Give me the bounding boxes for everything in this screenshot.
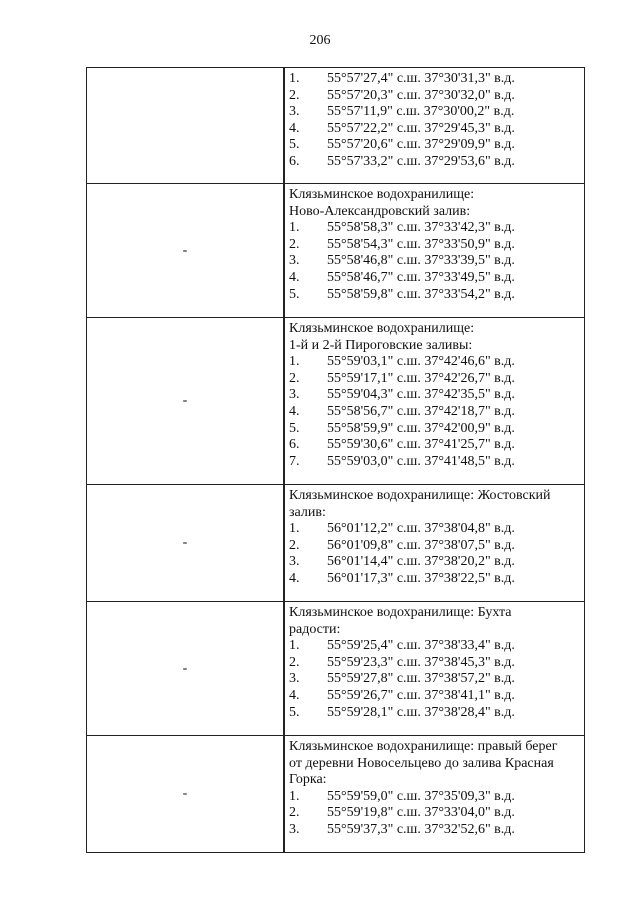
table-row: [87, 318, 585, 485]
row-content-cell: [284, 602, 585, 736]
point-number: 4.: [289, 269, 300, 285]
coordinate-point: [289, 404, 580, 421]
table-row: [87, 485, 585, 602]
point-number: 5.: [289, 704, 300, 720]
point-number: 2.: [289, 370, 300, 386]
row-content-cell: [284, 68, 585, 184]
point-coordinates: 55°59'28,1" с.ш. 37°38'28,4" в.д.: [327, 704, 515, 720]
coordinate-point: [289, 671, 580, 688]
coordinate-point: [289, 789, 580, 806]
table-row: [87, 184, 585, 318]
area-title-line: залив:: [289, 504, 326, 520]
point-number: 1.: [289, 220, 300, 236]
point-number: 6.: [289, 153, 300, 169]
point-number: 1.: [289, 638, 300, 654]
coordinate-point: [289, 121, 580, 138]
point-coordinates: 55°59'25,4" с.ш. 37°38'33,4" в.д.: [327, 638, 515, 654]
point-coordinates: 55°59'30,6" с.ш. 37°41'25,7" в.д.: [327, 437, 515, 453]
point-number: 4.: [289, 403, 300, 419]
coordinate-point: [289, 71, 580, 88]
coordinate-point: [289, 538, 580, 555]
coordinate-point: [289, 154, 580, 171]
coordinate-point: [289, 220, 580, 237]
point-coordinates: 55°59'37,3" с.ш. 37°32'52,6" в.д.: [327, 821, 515, 837]
point-coordinates: 55°59'17,1" с.ш. 37°42'26,7" в.д.: [327, 370, 515, 386]
point-number: 2.: [289, 805, 300, 821]
coordinate-point: [289, 655, 580, 672]
table-row: [87, 68, 585, 184]
row-marker-cell: [87, 485, 285, 602]
coordinate-point: [289, 354, 580, 371]
row-dash: -: [182, 535, 188, 551]
row-dash: -: [182, 242, 188, 258]
coordinate-point: [289, 638, 580, 655]
coordinate-point: [289, 805, 580, 822]
point-coordinates: 55°59'04,3" с.ш. 37°42'35,5" в.д.: [327, 387, 515, 403]
point-coordinates: 56°01'09,8" с.ш. 37°38'07,5" в.д.: [327, 537, 515, 553]
coordinate-point: [289, 287, 580, 304]
point-number: 4.: [289, 687, 300, 703]
point-coordinates: 55°58'59,9" с.ш. 37°42'00,9" в.д.: [327, 420, 515, 436]
row-marker-cell: [87, 184, 285, 318]
coordinates-table: [86, 67, 585, 853]
area-title-line: Клязьминское водохранилище:: [289, 187, 475, 202]
coordinate-point: [289, 387, 580, 404]
point-coordinates: 55°59'26,7" с.ш. 37°38'41,1" в.д.: [327, 687, 515, 703]
point-number: 4.: [289, 570, 300, 586]
point-number: 3.: [289, 554, 300, 570]
point-number: 2.: [289, 654, 300, 670]
coordinate-point: [289, 237, 580, 254]
row-dash: -: [182, 660, 188, 676]
point-number: 2.: [289, 236, 300, 252]
coordinate-point: [289, 270, 580, 287]
coordinate-point: [289, 371, 580, 388]
coordinate-point: [289, 137, 580, 154]
point-number: 2.: [289, 537, 300, 553]
point-coordinates: 55°59'03,0" с.ш. 37°41'48,5" в.д.: [327, 453, 515, 469]
point-number: 2.: [289, 87, 300, 103]
point-coordinates: 55°57'27,4" с.ш. 37°30'31,3" в.д.: [327, 71, 515, 86]
point-coordinates: 55°59'27,8" с.ш. 37°38'57,2" в.д.: [327, 671, 515, 687]
point-number: 3.: [289, 671, 300, 687]
point-number: 7.: [289, 453, 300, 469]
coordinate-point: [289, 437, 580, 454]
point-coordinates: 55°57'20,6" с.ш. 37°29'09,9" в.д.: [327, 137, 515, 153]
point-number: 5.: [289, 137, 300, 153]
area-title-line: радости:: [289, 621, 341, 637]
point-number: 1.: [289, 521, 300, 537]
area-title-line: от деревни Новосельцево до залива Красная: [289, 755, 554, 771]
coordinate-point: [289, 688, 580, 705]
row-marker-cell: [87, 602, 285, 736]
point-number: 3.: [289, 104, 300, 120]
row-marker-cell: [87, 68, 285, 184]
point-coordinates: 55°58'54,3" с.ш. 37°33'50,9" в.д.: [327, 236, 515, 252]
row-content-cell: [284, 485, 585, 602]
point-number: 3.: [289, 821, 300, 837]
coordinate-point: [289, 421, 580, 438]
coordinate-point: [289, 521, 580, 538]
point-coordinates: 56°01'12,2" с.ш. 37°38'04,8" в.д.: [327, 521, 515, 537]
row-dash: -: [182, 393, 188, 409]
area-title-line: Ново-Александровский залив:: [289, 203, 471, 219]
point-coordinates: 55°58'56,7" с.ш. 37°42'18,7" в.д.: [327, 403, 515, 419]
page-number: 206: [309, 33, 331, 48]
point-coordinates: 55°59'59,0" с.ш. 37°35'09,3" в.д.: [327, 788, 515, 804]
point-number: 1.: [289, 71, 300, 86]
point-number: 4.: [289, 120, 300, 136]
point-coordinates: 55°57'11,9" с.ш. 37°30'00,2" в.д.: [327, 104, 515, 120]
coordinate-point: [289, 104, 580, 121]
coordinate-point: [289, 822, 580, 839]
point-coordinates: 55°57'33,2" с.ш. 37°29'53,6" в.д.: [327, 153, 515, 169]
area-title-line: 1-й и 2-й Пироговские заливы:: [289, 337, 473, 353]
point-coordinates: 55°58'46,8" с.ш. 37°33'39,5" в.д.: [327, 253, 515, 269]
point-coordinates: 55°58'58,3" с.ш. 37°33'42,3" в.д.: [327, 220, 515, 236]
coordinate-point: [289, 454, 580, 471]
point-coordinates: 56°01'14,4" с.ш. 37°38'20,2" в.д.: [327, 554, 515, 570]
coordinate-point: [289, 88, 580, 105]
table-row: [87, 736, 585, 853]
area-title-line: Клязьминское водохранилище: Бухта: [289, 605, 512, 620]
row-marker-cell: [87, 318, 285, 485]
point-coordinates: 55°59'23,3" с.ш. 37°38'45,3" в.д.: [327, 654, 515, 670]
coordinate-point: [289, 554, 580, 571]
area-title-line: Горка:: [289, 772, 327, 788]
point-coordinates: 55°58'59,8" с.ш. 37°33'54,2" в.д.: [327, 286, 515, 302]
area-title-line: Клязьминское водохранилище:: [289, 321, 475, 336]
row-content-cell: [284, 736, 585, 853]
table-row: [87, 602, 585, 736]
area-title-line: Клязьминское водохранилище: правый берег: [289, 739, 558, 754]
coordinate-point: [289, 253, 580, 270]
point-number: 3.: [289, 253, 300, 269]
point-number: 3.: [289, 387, 300, 403]
row-content-cell: [284, 318, 585, 485]
point-number: 6.: [289, 437, 300, 453]
point-coordinates: 55°59'03,1" с.ш. 37°42'46,6" в.д.: [327, 354, 515, 370]
area-title-line: Клязьминское водохранилище: Жостовский: [289, 488, 551, 503]
point-number: 1.: [289, 788, 300, 804]
point-coordinates: 55°58'46,7" с.ш. 37°33'49,5" в.д.: [327, 269, 515, 285]
point-number: 5.: [289, 420, 300, 436]
point-number: 5.: [289, 286, 300, 302]
point-coordinates: 55°57'20,3" с.ш. 37°30'32,0" в.д.: [327, 87, 515, 103]
point-coordinates: 55°57'22,2" с.ш. 37°29'45,3" в.д.: [327, 120, 515, 136]
row-dash: -: [182, 786, 188, 802]
row-content-cell: [284, 184, 585, 318]
point-coordinates: 55°59'19,8" с.ш. 37°33'04,0" в.д.: [327, 805, 515, 821]
point-coordinates: 56°01'17,3" с.ш. 37°38'22,5" в.д.: [327, 570, 515, 586]
point-number: 1.: [289, 354, 300, 370]
coordinate-point: [289, 571, 580, 588]
coordinate-point: [289, 705, 580, 722]
row-marker-cell: [87, 736, 285, 853]
